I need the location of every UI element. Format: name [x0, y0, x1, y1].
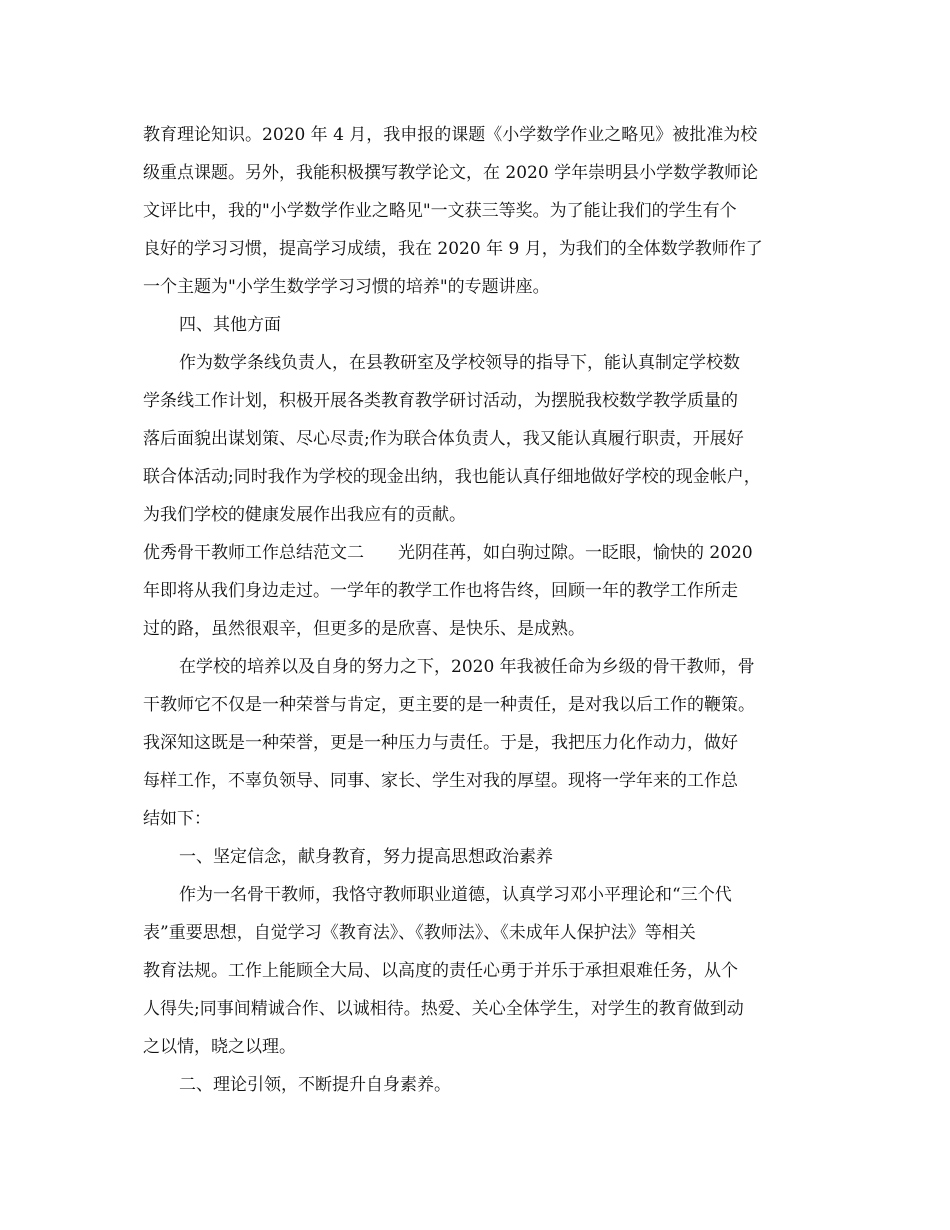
text-line: 作为数学条线负责人，在县教研室及学校领导的指导下，能认真制定学校数: [179, 353, 740, 373]
text-line: 我深知这既是一种荣誉，更是一种压力与责任。于是，我把压力化作动力，做好: [143, 733, 738, 753]
text-line: 之以情，晓之以理。: [143, 1037, 296, 1057]
text-line: 级重点课题。另外，我能积极撰写教学论文，在 2020 学年崇明县小学数学教师论: [143, 163, 759, 183]
document-body: [143, 116, 815, 1104]
text-line: 过的路，虽然很艰辛，但更多的是欣喜、是快乐、是成熟。: [143, 619, 585, 639]
text-line: 联合体活动;同时我作为学校的现金出纳，我也能认真仔细地做好学校的现金帐户，: [143, 467, 761, 487]
text-line: 一个主题为"小学生数学学习习惯的培养"的专题讲座。: [143, 277, 550, 297]
text-line: 学条线工作计划，积极开展各类教育教学研讨活动，为摆脱我校数学教学质量的: [143, 391, 738, 411]
text-line: 干教师它不仅是一种荣誉与肯定，更主要的是一种责任，是对我以后工作的鞭策。: [143, 695, 755, 715]
text-line: 落后面貌出谋划策、尽心尽责;作为联合体负责人，我又能认真履行职责，开展好: [143, 429, 744, 449]
text-line: 作为一名骨干教师，我恪守教师职业道德，认真学习邓小平理论和“三个代: [179, 885, 732, 905]
article-title-line: 优秀骨干教师工作总结范文二 光阴荏苒，如白驹过隙。一眨眼，愉快的 2020: [143, 543, 753, 563]
text-line: 为我们学校的健康发展作出我应有的贡献。: [143, 505, 466, 525]
text-line: 结如下：: [143, 809, 211, 829]
text-line: 文评比中，我的"小学数学作业之略见"一文获三等奖。为了能让我们的学生有个: [143, 201, 737, 221]
text-line: 人得失;同事间精诚合作、以诚相待。热爱、关心全体学生，对学生的教育做到动: [143, 999, 744, 1019]
section-heading: 一、坚定信念，献身教育，努力提高思想政治素养: [179, 847, 553, 867]
text-line: 每样工作，不辜负领导、同事、家长、学生对我的厚望。现将一学年来的工作总: [143, 771, 738, 791]
text-line: 教育理论知识。2020 年 4 月，我申报的课题《小学数学作业之略见》被批准为校: [143, 125, 758, 145]
text-line: 良好的学习习惯，提高学习成绩，我在 2020 年 9 月，为我们的全体数学教师作了: [143, 239, 763, 259]
text-line: 表”重要思想，自觉学习《教育法》、《教师法》、《未成年人保护法》等相关: [143, 923, 696, 943]
section-heading: 四、其他方面: [179, 315, 281, 335]
text-line: 年即将从我们身边走过。一学年的教学工作也将告终，回顾一年的教学工作所走: [143, 581, 738, 601]
text-line: 在学校的培养以及自身的努力之下，2020 年我被任命为乡级的骨干教师，骨: [179, 657, 755, 677]
section-heading: 二、理论引领，不断提升自身素养。: [179, 1075, 451, 1095]
text-line: 教育法规。工作上能顾全大局、以高度的责任心勇于并乐于承担艰难任务，从个: [143, 961, 738, 981]
